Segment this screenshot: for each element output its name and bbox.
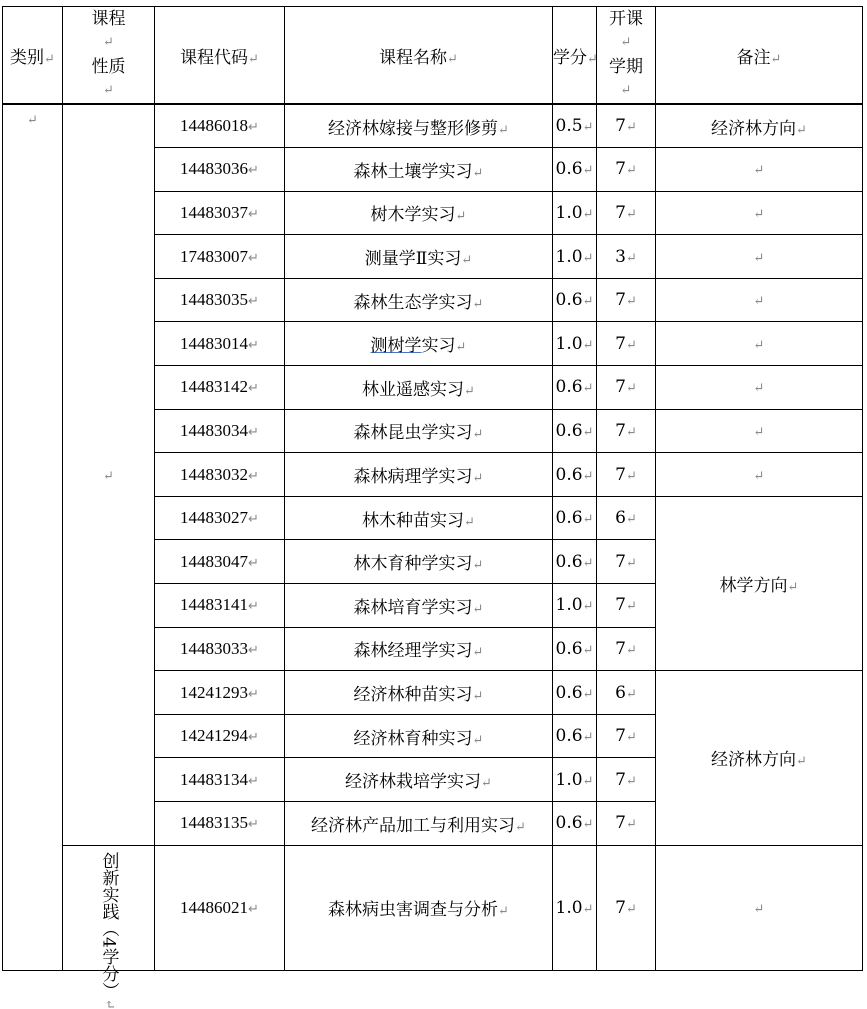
- course-code: 14241294↵: [155, 714, 285, 758]
- course-name: 森林生态学实习↵: [285, 278, 553, 322]
- course-remark: ↵: [656, 453, 863, 497]
- course-code: 14483014↵: [155, 322, 285, 366]
- course-name: 林业遥感实习↵: [285, 366, 553, 410]
- course-semester: 7↵: [597, 714, 656, 758]
- nature-innovation-cell: [63, 845, 155, 1009]
- course-name: 经济林育种实习↵: [285, 714, 553, 758]
- course-name: 测量学Ⅱ实习↵: [285, 235, 553, 279]
- course-semester: 7↵: [597, 409, 656, 453]
- course-credit: 1.0↵: [553, 235, 597, 279]
- course-name: 森林昆虫学实习↵: [285, 409, 553, 453]
- course-name: 树木学实习↵: [285, 191, 553, 235]
- header-row: [3, 7, 863, 105]
- remark-economic-forest: 经济林方向↵: [656, 671, 863, 845]
- course-code: 14483032↵: [155, 453, 285, 497]
- table-row: [3, 104, 863, 148]
- course-remark: ↵: [656, 191, 863, 235]
- course-code: 14483135↵: [155, 802, 285, 846]
- course-code: 14483134↵: [155, 758, 285, 802]
- course-code: 14483035↵: [155, 278, 285, 322]
- remark-forestry: 林学方向↵: [656, 496, 863, 670]
- course-semester: 7↵: [597, 104, 656, 148]
- header-credit: 学分↵: [553, 7, 597, 105]
- course-credit: 1.0↵: [553, 584, 597, 628]
- course-credit: 1.0↵: [553, 758, 597, 802]
- header-nature: 课程 ↵ 性质 ↵: [63, 7, 155, 105]
- course-credit: 0.6↵: [553, 540, 597, 584]
- course-semester: 7↵: [597, 584, 656, 628]
- course-remark: ↵: [656, 366, 863, 410]
- innovation-nature-text: 创新实践（4学分）↵: [98, 851, 119, 1009]
- course-code: 14483033↵: [155, 627, 285, 671]
- course-name: 森林土壤学实习↵: [285, 148, 553, 192]
- header-category: 类别↵: [3, 7, 63, 105]
- course-credit: 0.6↵: [553, 802, 597, 846]
- course-code: 14486021↵: [155, 845, 285, 970]
- course-code: 14483037↵: [155, 191, 285, 235]
- course-code: 14241293↵: [155, 671, 285, 715]
- course-semester: 7↵: [597, 366, 656, 410]
- course-semester: 7↵: [597, 845, 656, 970]
- table-row: [3, 845, 863, 970]
- course-credit: 1.0↵: [553, 322, 597, 366]
- course-semester: 7↵: [597, 191, 656, 235]
- course-name: 林木育种学实习↵: [285, 540, 553, 584]
- course-remark: ↵: [656, 322, 863, 366]
- course-code: 14483142↵: [155, 366, 285, 410]
- nature-cell: ↵: [63, 104, 155, 845]
- course-credit: 0.6↵: [553, 714, 597, 758]
- course-code: 14483034↵: [155, 409, 285, 453]
- course-semester: 3↵: [597, 235, 656, 279]
- course-remark: ↵: [656, 845, 863, 970]
- course-semester: 7↵: [597, 540, 656, 584]
- course-credit: 1.0↵: [553, 845, 597, 970]
- course-name: 森林病虫害调查与分析↵: [285, 845, 553, 970]
- course-code: 14483141↵: [155, 584, 285, 628]
- course-credit: 0.6↵: [553, 366, 597, 410]
- course-remark: ↵: [656, 278, 863, 322]
- header-code: 课程代码↵: [155, 7, 285, 105]
- course-semester: 7↵: [597, 148, 656, 192]
- course-semester: 7↵: [597, 627, 656, 671]
- header-remark: 备注↵: [656, 7, 863, 105]
- course-semester: 7↵: [597, 322, 656, 366]
- course-name: 经济林栽培学实习↵: [285, 758, 553, 802]
- course-name: 经济林嫁接与整形修剪↵: [285, 104, 553, 148]
- course-remark: ↵: [656, 148, 863, 192]
- course-credit: 0.6↵: [553, 278, 597, 322]
- course-semester: 7↵: [597, 278, 656, 322]
- course-credit: 0.6↵: [553, 409, 597, 453]
- course-semester: 6↵: [597, 496, 656, 540]
- header-semester: 开课 ↵ 学期 ↵: [597, 7, 656, 105]
- course-semester: 7↵: [597, 453, 656, 497]
- course-remark: 经济林方向↵: [656, 104, 863, 148]
- header-name: 课程名称↵: [285, 7, 553, 105]
- course-code: 14486018↵: [155, 104, 285, 148]
- course-name: 经济林产品加工与利用实习↵: [285, 802, 553, 846]
- course-code: 14483036↵: [155, 148, 285, 192]
- course-name: 林木种苗实习↵: [285, 496, 553, 540]
- course-code: 14483047↵: [155, 540, 285, 584]
- course-credit: 0.6↵: [553, 627, 597, 671]
- course-remark: ↵: [656, 235, 863, 279]
- course-name: 经济林种苗实习↵: [285, 671, 553, 715]
- course-name: 森林培育学实习↵: [285, 584, 553, 628]
- course-name: 测树学实习↵: [285, 322, 553, 366]
- course-semester: 7↵: [597, 802, 656, 846]
- course-credit: 0.6↵: [553, 496, 597, 540]
- course-name: 森林经理学实习↵: [285, 627, 553, 671]
- course-remark: ↵: [656, 409, 863, 453]
- course-semester: 7↵: [597, 758, 656, 802]
- category-cell: ↵: [3, 104, 63, 970]
- course-table: [2, 6, 863, 1009]
- course-credit: 1.0↵: [553, 191, 597, 235]
- course-credit: 0.6↵: [553, 148, 597, 192]
- course-credit: 0.6↵: [553, 453, 597, 497]
- course-code: 14483027↵: [155, 496, 285, 540]
- course-semester: 6↵: [597, 671, 656, 715]
- course-credit: 0.5↵: [553, 104, 597, 148]
- course-name: 森林病理学实习↵: [285, 453, 553, 497]
- course-code: 17483007↵: [155, 235, 285, 279]
- course-credit: 0.6↵: [553, 671, 597, 715]
